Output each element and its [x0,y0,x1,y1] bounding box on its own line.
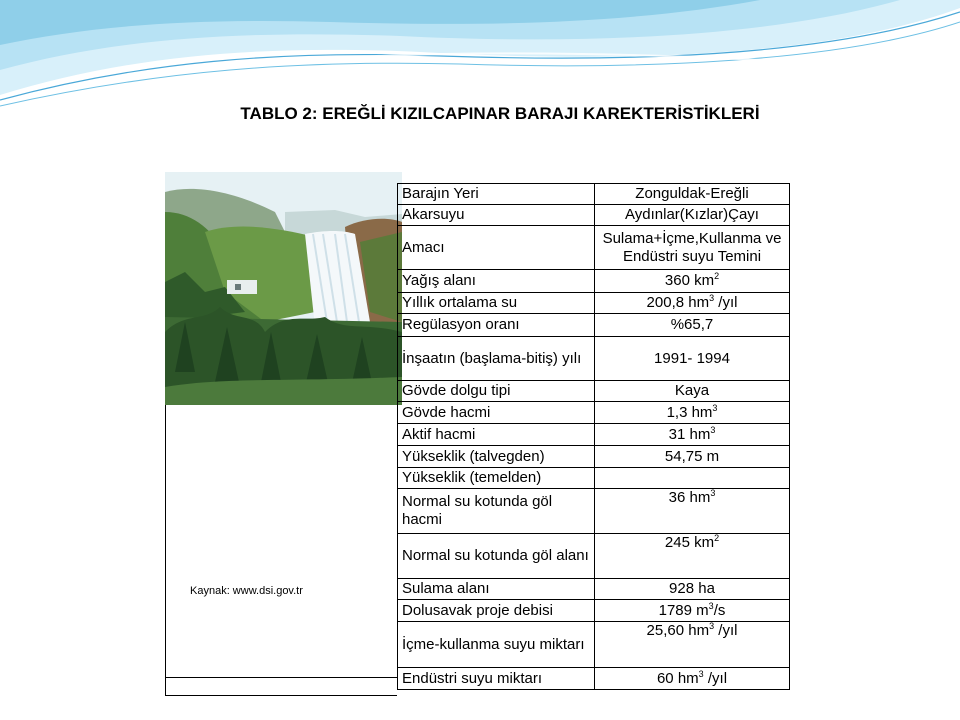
value-text: 200,8 hm [646,294,710,311]
row-label: Amacı [398,226,595,270]
value-suffix: /yıl [714,294,738,311]
row-value [595,446,790,468]
table-row [398,446,790,468]
row-value [595,293,790,314]
value-text: Sulama+İçme,Kullanma ve Endüstri suyu Temini [602,229,782,265]
row-value [595,205,790,226]
unit-superscript: 2 [714,533,720,543]
value-text: Zonguldak-Ereğli [635,185,749,202]
value-text: 1789 m [658,601,709,619]
characteristics-table [397,183,790,690]
row-label: Yükseklik (talvegden) [398,446,595,468]
row-label: Normal su kotunda göl alanı [398,534,595,579]
row-label: Regülasyon oranı [398,314,595,337]
row-label: İçme-kullanma suyu miktarı [398,622,595,668]
table-row [398,381,790,402]
value-text: 25,60 hm [646,622,710,639]
value-text: 360 km [664,272,715,289]
row-value [595,489,790,534]
value-suffix: /s [713,601,726,619]
table-row [398,402,790,424]
row-label: Gövde dolgu tipi [398,381,595,402]
row-label: Gövde hacmi [398,402,595,424]
page-title: TABLO 2: EREĞLİ KIZILCAPINAR BARAJI KAREKTERİSTİKLERİ [240,104,760,123]
row-value [595,381,790,402]
row-label: Akarsuyu [398,205,595,226]
row-label: Yağış alanı [398,270,595,293]
left-column-frame [165,405,398,677]
row-label: Endüstri suyu miktarı [398,668,595,690]
unit-superscript: 3 [710,424,716,435]
table-row [398,468,790,489]
value-text: 1,3 hm [666,403,713,421]
row-value [595,534,790,579]
table-row [398,184,790,205]
table-row [398,337,790,381]
value-text: 60 hm [656,669,699,687]
value-text: %65,7 [670,316,714,333]
unit-superscript: 3 [709,621,715,631]
row-label: İnşaatın (başlama-bitiş) yılı [398,337,595,381]
table-row [398,226,790,270]
row-value [595,579,790,600]
row-value [595,668,790,690]
row-label: Dolusavak proje debisi [398,600,595,622]
row-label: Yükseklik (temelden) [398,468,595,489]
table-row [398,270,790,293]
table-row [398,622,790,668]
table-row [398,489,790,534]
table-row [398,579,790,600]
row-value [595,226,790,270]
value-text: 1991- 1994 [654,349,730,367]
dam-photo-icon [165,172,402,405]
table-row [398,314,790,337]
row-value [595,270,790,293]
value-text: 31 hm [668,425,711,443]
row-label: Sulama alanı [398,579,595,600]
value-text: 245 km [664,534,715,551]
row-label: Aktif hacmi [398,424,595,446]
unit-superscript: 3 [709,293,715,303]
table-row [398,600,790,622]
row-value [595,402,790,424]
value-text: 36 hm [668,489,711,506]
row-label: Yıllık ortalama su [398,293,595,314]
row-value [595,468,790,489]
table-row [398,534,790,579]
source-note: Kaynak: www.dsi.gov.tr [190,585,303,597]
unit-superscript: 3 [710,488,716,498]
row-value [595,600,790,622]
row-value [595,337,790,381]
left-bottom-cell [165,677,397,696]
value-text: Aydınlar(Kızlar)Çayı [625,206,759,223]
row-label: Barajın Yeri [398,184,595,205]
row-value [595,314,790,337]
value-suffix: /yıl [703,669,728,687]
row-label: Normal su kotunda göl hacmi [398,489,595,534]
row-value [595,424,790,446]
header-wave-decoration [0,0,960,110]
table-row [398,293,790,314]
row-value [595,622,790,668]
unit-superscript: 2 [714,271,720,281]
row-value [595,184,790,205]
value-text: Kaya [674,382,710,399]
table-row [398,205,790,226]
unit-superscript: 3 [708,600,714,611]
unit-superscript: 3 [712,402,718,413]
value-text: 928 ha [669,580,715,597]
unit-superscript: 3 [698,668,704,679]
table-row [398,668,790,690]
value-text: 54,75 m [664,447,720,465]
value-suffix: /yıl [714,622,738,639]
table-row [398,424,790,446]
